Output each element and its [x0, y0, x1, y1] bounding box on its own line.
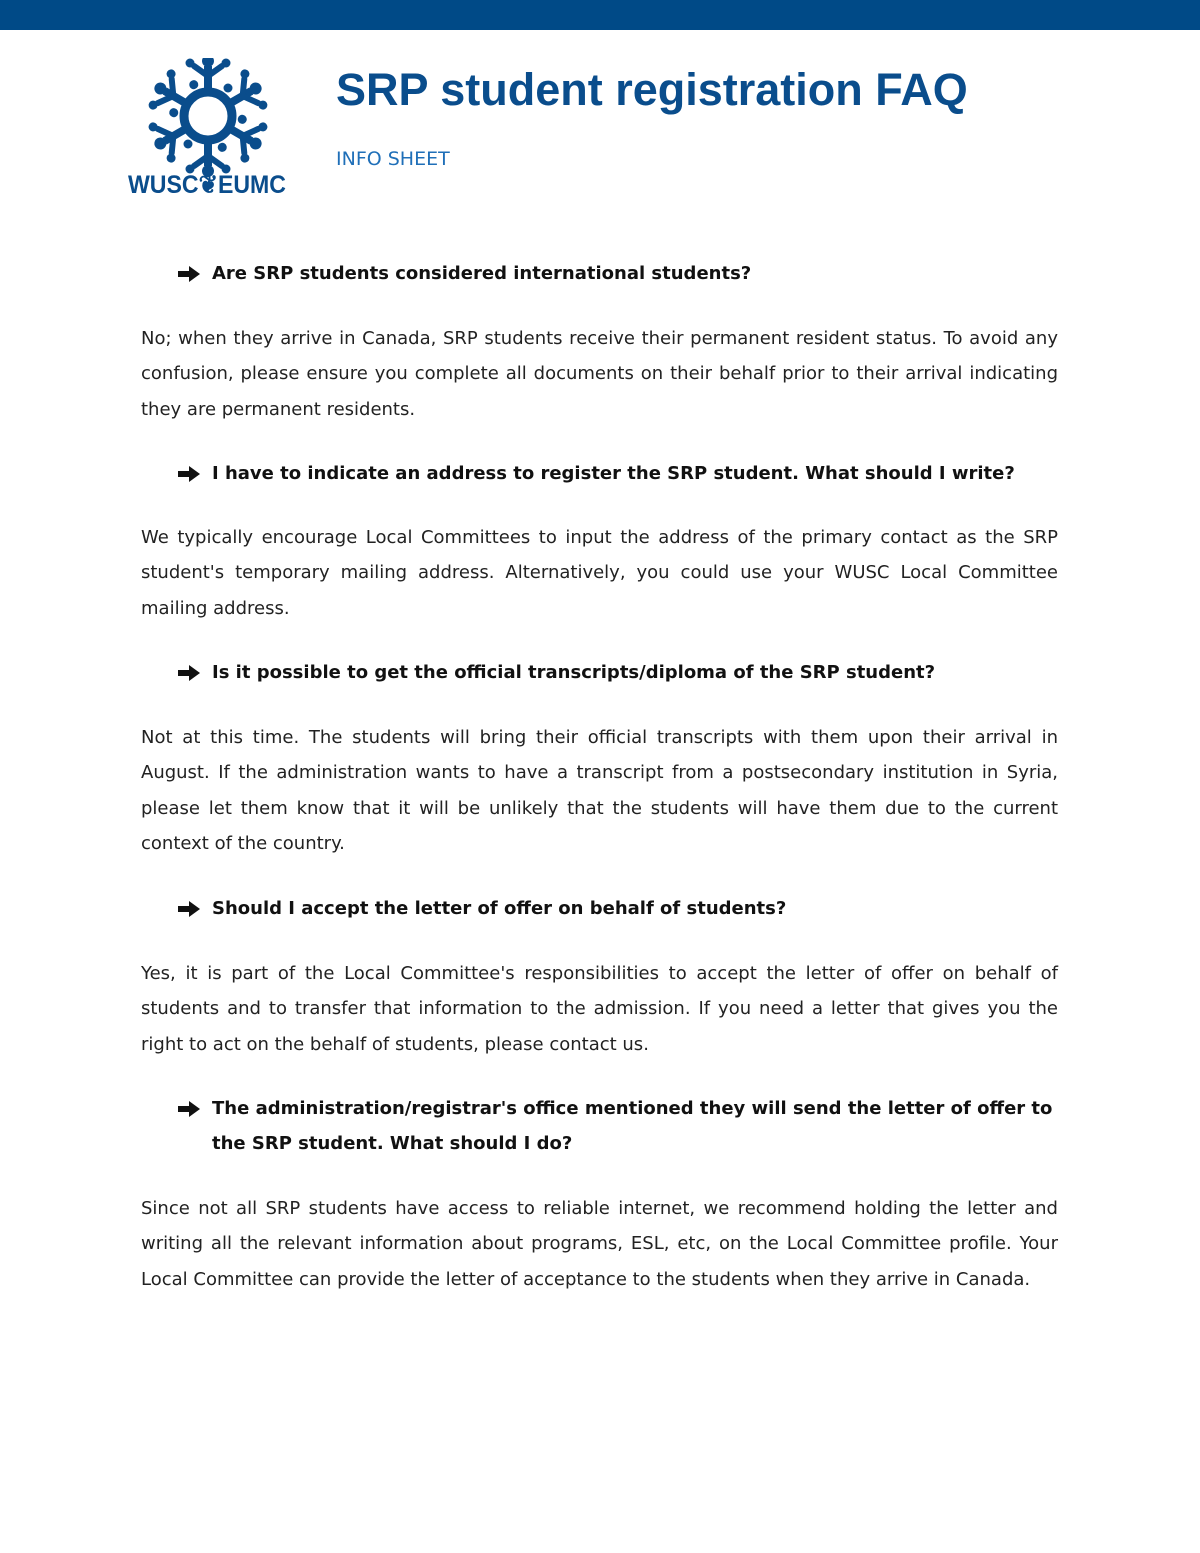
- arrow-right-icon: [177, 1099, 201, 1119]
- faq-question-text-line-1: The administration/registrar's office mentioned they will send the letter of offer to: [212, 1098, 1053, 1119]
- logo-ring: [184, 92, 232, 140]
- top-color-band: [0, 0, 1200, 30]
- wusc-logo: [122, 58, 292, 203]
- logo-wordmark: WUSC❦EUMC: [128, 171, 286, 199]
- faq-question-text: Should I accept the letter of offer on behalf of students?: [212, 898, 787, 919]
- arrow-right-icon: [177, 464, 201, 484]
- faq-answer-4: Yes, it is part of the Local Committee's responsibilities to accept the letter of offer on behalf of students and to transfer that information to the admission. If you need a letter that gives you the right to act on the behalf of students, please contact us.: [141, 963, 1058, 1055]
- page-title: SRP student registration FAQ: [336, 64, 968, 115]
- arrow-right-icon: [177, 899, 201, 919]
- faq-answer-1: No; when they arrive in Canada, SRP students receive their permanent resident status. To avoid any confusion, please ensure you complete all documents on their behalf prior to their arrival indicating they are permanent residents.: [141, 328, 1058, 420]
- page-subtitle: INFO SHEET: [336, 148, 450, 170]
- arrow-right-icon: [177, 663, 201, 683]
- faq-answer-5: Since not all SRP students have access to reliable internet, we recommend holding the letter and writing all the relevant information about programs, ESL, etc, on the Local Committee profile. Your Local Committee can provide the letter of acceptance to the students when they arrive in Canada.: [141, 1198, 1058, 1290]
- faq-question-text: I have to indicate an address to register the SRP student. What should I write?: [212, 463, 1015, 484]
- arrow-right-icon: [177, 264, 201, 284]
- faq-answer-3: Not at this time. The students will bring their official transcripts with them upon their arrival in August. If the administration wants to have a transcript from a postsecondary institution in Syria, please let them know that it will be unlikely that the students will have them due to the current context of the country.: [141, 727, 1058, 854]
- faq-question-text: Are SRP students considered international students?: [212, 263, 752, 284]
- faq-question-text: Is it possible to get the official transcripts/diploma of the SRP student?: [212, 662, 936, 683]
- faq-answer-2: We typically encourage Local Committees to input the address of the primary contact as the SRP student's temporary mailing address. Alternatively, you could use your WUSC Local Committee mailing address.: [141, 527, 1058, 619]
- wusc-snowflake-logo-icon: [122, 58, 292, 203]
- faq-question-text-line-2: the SRP student. What should I do?: [212, 1133, 573, 1154]
